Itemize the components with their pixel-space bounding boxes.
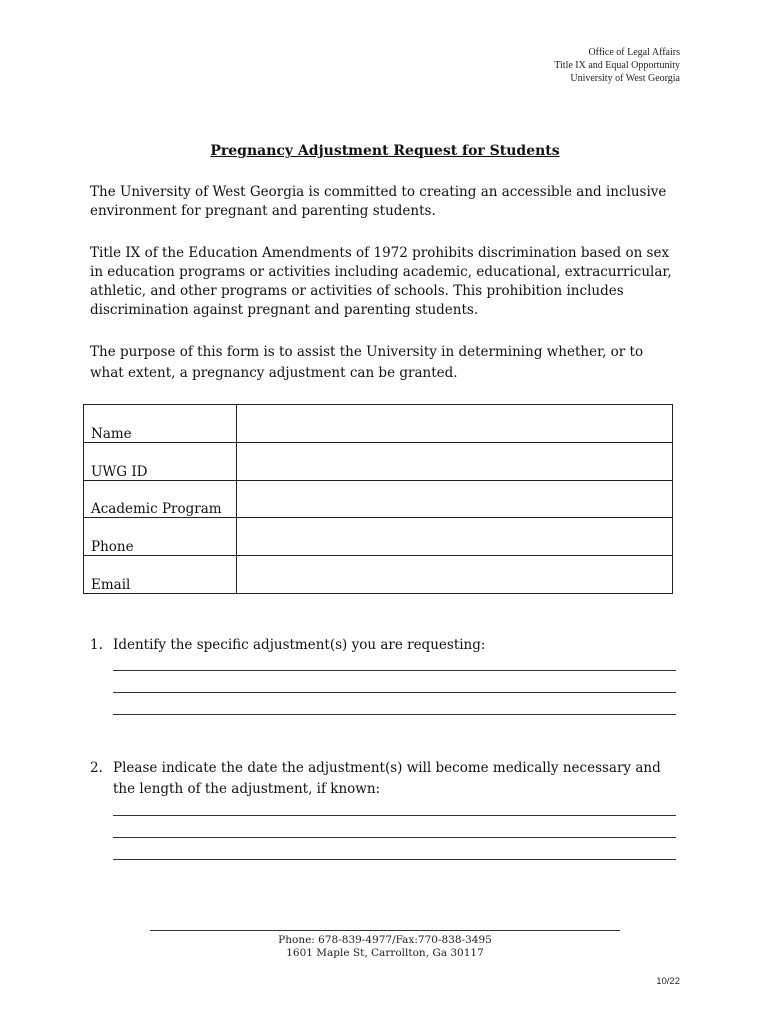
uwg-id-label: UWG ID — [84, 442, 237, 480]
academic-program-row — [84, 480, 673, 518]
intro-paragraph: The University of West Georgia is committed to creating an accessible and inclusive environment for pregnant and parenting students. — [90, 184, 667, 219]
footer-address: 1601 Maple St, Carrollton, Ga 30117 — [286, 947, 484, 959]
form-title: Pregnancy Adjustment Request for Students — [210, 143, 560, 159]
footer — [0, 934, 770, 960]
header-department: Title IX and Equal Opportunity — [554, 60, 680, 71]
question-1-text: Identify the specific adjustment(s) you are requesting: — [113, 637, 486, 653]
question-2-text: Please indicate the date the adjustment(s) will become medically necessary and the length of the adjustment, if known: — [113, 760, 661, 797]
phone-field[interactable] — [237, 518, 673, 556]
question-1 — [90, 635, 680, 656]
answer-1-line-1[interactable] — [113, 670, 676, 671]
email-field[interactable] — [237, 556, 673, 594]
question-1-number: 1. — [90, 637, 103, 653]
answer-1-line-3[interactable] — [113, 714, 676, 715]
answer-2-line-1[interactable] — [113, 815, 676, 816]
phone-row — [84, 518, 673, 556]
email-row — [84, 556, 673, 594]
footer-divider — [150, 930, 620, 931]
question-2 — [90, 758, 680, 800]
page-code: 10/22 — [656, 976, 680, 987]
question-2-number: 2. — [90, 760, 103, 776]
name-row — [84, 405, 673, 443]
student-info-table — [83, 404, 673, 594]
email-label: Email — [84, 556, 237, 594]
name-field[interactable] — [237, 405, 673, 443]
answer-1-line-2[interactable] — [113, 692, 676, 693]
academic-program-field[interactable] — [237, 480, 673, 518]
uwg-id-row — [84, 442, 673, 480]
phone-label: Phone — [84, 518, 237, 556]
header-university: University of West Georgia — [570, 73, 680, 84]
title-ix-paragraph: Title IX of the Education Amendments of 1972 prohibits discrimination based on sex in education programs or activities including academic, educational, extracurricular, athletic, and other programs or activities of schools. This prohibition includes discrimination against pregnant and parenting students. — [90, 245, 672, 318]
office-header — [554, 46, 680, 85]
purpose-paragraph: The purpose of this form is to assist the University in determining whether, or to what extent, a pregnancy adjustment can be granted. — [90, 344, 644, 381]
uwg-id-field[interactable] — [237, 442, 673, 480]
answer-2-line-3[interactable] — [113, 859, 676, 860]
academic-program-label: Academic Program — [84, 480, 237, 518]
answer-2-line-2[interactable] — [113, 837, 676, 838]
footer-contact: Phone: 678-839-4977/Fax:770-838-3495 — [278, 934, 492, 946]
name-label: Name — [84, 405, 237, 443]
header-office: Office of Legal Affairs — [588, 47, 680, 58]
